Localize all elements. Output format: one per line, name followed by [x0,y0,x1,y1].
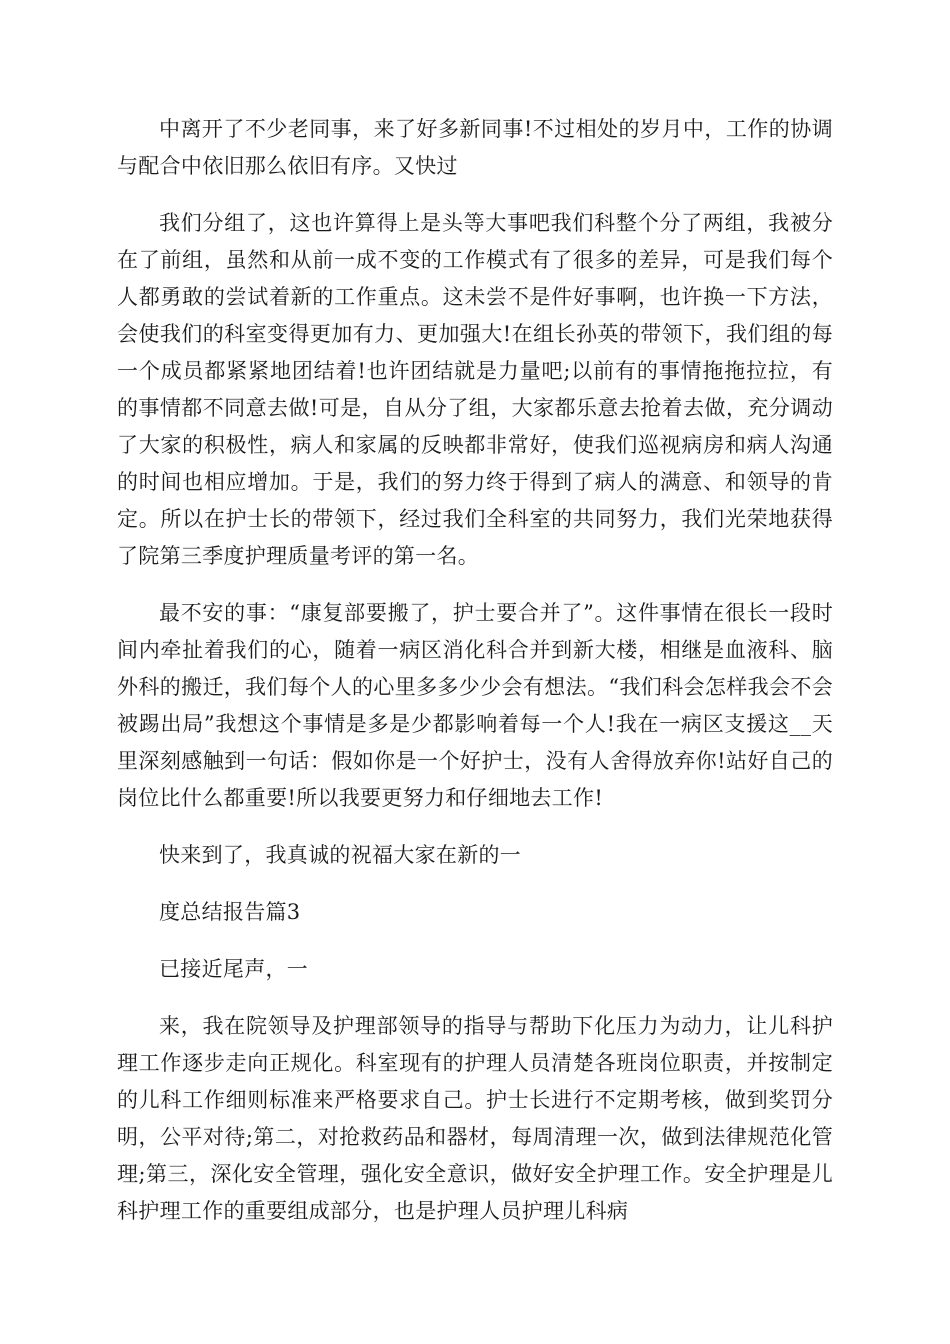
paragraph-6: 来，我在院领导及护理部领导的指导与帮助下化压力为动力，让儿科护理工作逐步走向正规化。科室现有的护理人员清楚各班岗位职责，并按制定的儿科工作细则标准来严格要求自己。护士长进行不定期考核，做到奖罚分明，公平对待;第二，对抢救药品和器材，每周清理一次，做到法律规范化管理;第三，深化安全管理，强化安全意识，做好安全护理工作。安全护理是儿科护理工作的重要组成部分，也是护理人员护理儿科病 [117,1014,833,1223]
paragraph-1: 中离开了不少老同事，来了好多新同事!不过相处的岁月中，工作的协调与配合中依旧那么依旧有序。又快过 [117,117,833,178]
paragraph-3: 最不安的事：“康复部要搬了，护士要合并了”。这件事情在很长一段时间内牵扯着我们的心，随着一病区消化科合并到新大楼，相继是血液科、脑外科的搬迁，我们每个人的心里多多少少会有想法。“我们科会怎样我会不会被踢出局”我想这个事情是多是少都影响着每一个人!我在一病区支援这__天里深刻感触到一句话：假如你是一个好护士，没有人舍得放弃你!站好自己的岗位比什么都重要!所以我要更努力和仔细地去工作! [117,601,833,810]
section-heading: 度总结报告篇3 [159,900,301,924]
paragraph-5: 已接近尾声，一 [159,957,309,981]
document-body [117,111,833,1250]
paragraph-2: 我们分组了，这也许算得上是头等大事吧我们科整个分了两组，我被分在了前组，虽然和从前一成不变的工作模式有了很多的差异，可是我们每个人都勇敢的尝试着新的工作重点。这未尝不是件好事啊，也许换一下方法，会使我们的科室变得更加有力、更加强大!在组长孙英的带领下，我们组的每一个成员都紧紧地团结着!也许团结就是力量吧;以前有的事情拖拖拉拉，有的事情都不同意去做!可是，自从分了组，大家都乐意去抢着去做，充分调动了大家的积极性，病人和家属的反映都非常好，使我们巡视病房和病人沟通的时间也相应增加。于是，我们的努力终于得到了病人的满意、和领导的肯定。所以在护士长的带领下，经过我们全科室的共同努力，我们光荣地获得了院第三季度护理质量考评的第一名。 [117,211,833,568]
paragraph-4: 快来到了，我真诚的祝福大家在新的一 [159,843,522,867]
